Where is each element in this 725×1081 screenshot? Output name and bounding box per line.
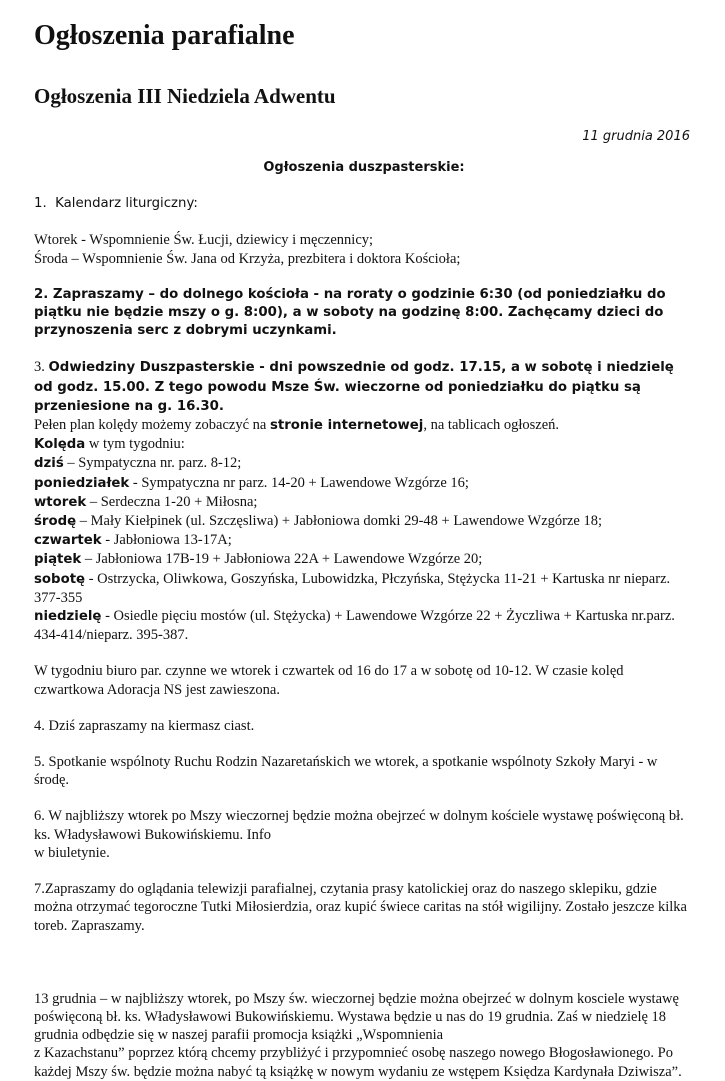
schedule-day: piątek [34, 552, 82, 568]
koleda-rest: w tym tygodniu: [85, 436, 185, 453]
schedule-day: środę [34, 514, 77, 530]
item-2 [34, 286, 694, 341]
final-paragraph-part-2: z Kazachstanu” poprzez którą chcemy przybliżyć i przypomnieć osobę naszego nowego Błogosławionego. Po każdej Mszy św. będzie można nabyć tą książkę w nowym wydaniu ze wstępem Księdza Kardynała Dziwisza”. [34, 1045, 682, 1080]
koleda-heading [34, 435, 694, 454]
office-hours: W tygodniu biuro par. czynne we wtorek i czwartek od 16 do 17 a w sobotę od 10-12. W czasie kolęd czwartkowa Adoracja NS jest zawieszona. [34, 663, 624, 698]
schedule-day: sobotę [34, 571, 86, 587]
schedule-row [34, 493, 694, 512]
item-1-number: 1. [34, 196, 47, 212]
schedule-text: – Sympatyczna nr. parz. 8-12; [63, 455, 242, 472]
schedule-text: – Serdeczna 1-20 + Miłosna; [86, 493, 258, 510]
site-title: Ogłoszenia parafialne [34, 20, 295, 51]
schedule-row [34, 512, 694, 531]
website-link[interactable]: stronie internetowej [269, 418, 424, 434]
final-paragraph-part-1: 13 grudnia – w najbliższy wtorek, po Mszy św. wieczornej będzie można obejrzeć w dolnym kosciele wystawę poświęconą bł. ks. Władysławowi Bukowińskiemu. Wystawa będzie u nas do 19 grudnia. Zaś w niedzielę 18 grudnia odbędzie się w naszej parafii promocja książki „Wspomnienia [34, 990, 679, 1044]
schedule-text: - Osiedle pięciu mostów (ul. Stężycka) + Lawendowe Wzgórze 22 + Życzliwa + Kartuska nr.parz. 434-414/nieparz. 395-387. [34, 608, 675, 644]
schedule-day: czwartek [34, 533, 102, 549]
schedule-text: - Jabłoniowa 13-17A; [101, 532, 232, 549]
schedule-text: – Jabłoniowa 17B-19 + Jabłoniowa 22A + Lawendowe Wzgórze 20; [81, 551, 483, 568]
koleda-schedule [34, 454, 694, 644]
item-3-heading [34, 358, 694, 416]
plan-after: , na tablicach ogłoszeń. [423, 417, 560, 434]
section-heading: Ogłoszenia duszpasterskie: [263, 160, 465, 175]
koleda-label: Kolęda [34, 437, 86, 453]
calendar-line-1: Wtorek - Wspomnienie Św. Łucji, dziewicy i męczennicy; [34, 232, 374, 249]
schedule-text: - Sympatyczna nr parz. 14-20 + Lawendowe Wzgórze 16; [129, 474, 469, 491]
koleda-plan [34, 416, 694, 435]
schedule-day: dziś [34, 456, 64, 472]
schedule-row [34, 570, 694, 607]
item-6-line-1: 6. W najbliższy wtorek po Mszy wieczornej będzie można obejrzeć w dolnym kościele wystawę poświęconą bł. ks. Władysławowi Bukowińskiemu. Info [34, 808, 684, 843]
item-1-title: Kalendarz liturgiczny: [55, 196, 198, 212]
calendar-line-2: Środa – Wspomnienie Św. Jana od Krzyża, prezbitera i doktora Kościoła; [34, 250, 461, 267]
post-date: 11 grudnia 2016 [582, 129, 690, 144]
schedule-row [34, 607, 694, 644]
item-6-line-2: w biuletynie. [34, 844, 110, 861]
item-4: 4. Dziś zapraszamy na kiermasz ciast. [34, 717, 255, 734]
item-3-bold-text: Odwiedziny Duszpasterskie - dni powszednie od godz. 17.15, a w sobotę i niedzielę od godz. 15.00. Z tego powodu Msze Św. wieczorne od poniedziałku do piątku są przeniesione na g. 16.30. [34, 360, 674, 414]
schedule-day: wtorek [34, 494, 87, 510]
schedule-row [34, 474, 694, 493]
schedule-text: - Ostrzycka, Oliwkowa, Goszyńska, Lubowidzka, Płczyńska, Stężycka 11-21 + Kartuska nr nieparz. 377-355 [34, 570, 671, 606]
schedule-day: poniedziałek [34, 475, 130, 491]
item-5: 5. Spotkanie wspólnoty Ruchu Rodzin Nazaretańskich we wtorek, a spotkanie wspólnoty Szkoły Maryi - w środę. [34, 754, 658, 789]
schedule-day: niedzielę [34, 609, 102, 625]
item-3-number: 3. [34, 359, 45, 376]
plan-before: Pełen plan kolędy możemy zobaczyć na [34, 417, 267, 434]
schedule-text: – Mały Kiełpinek (ul. Szczęsliwa) + Jabłoniowa domki 29-48 + Lawendowe Wzgórze 18; [76, 513, 603, 530]
item-7: 7.Zapraszamy do oglądania telewizji parafialnej, czytania prasy katolickiej oraz do naszego sklepiku, gdzie można otrzymać tegoroczne Tutki Miłosierdzia, oraz kupić świece caritas na stół wigilijny. Zostało jeszcze kilka toreb. Zapraszamy. [34, 881, 687, 934]
post-body [34, 159, 694, 1081]
schedule-row [34, 550, 694, 569]
announcement-page [34, 16, 694, 1080]
item-1-heading [34, 195, 694, 213]
item-2-text: 2. Zapraszamy – do dolnego kościoła - na roraty o godzinie 6:30 (od poniedziałku do piątku nie będzie mszy o g. 8:00), a w soboty na godzinę 8:00. Zachęcamy dzieci do przynoszenia serc z dobrymi uczynkami. [34, 286, 666, 339]
schedule-row [34, 454, 694, 473]
schedule-row [34, 531, 694, 550]
post-title: Ogłoszenia III Niedziela Adwentu [34, 84, 336, 108]
